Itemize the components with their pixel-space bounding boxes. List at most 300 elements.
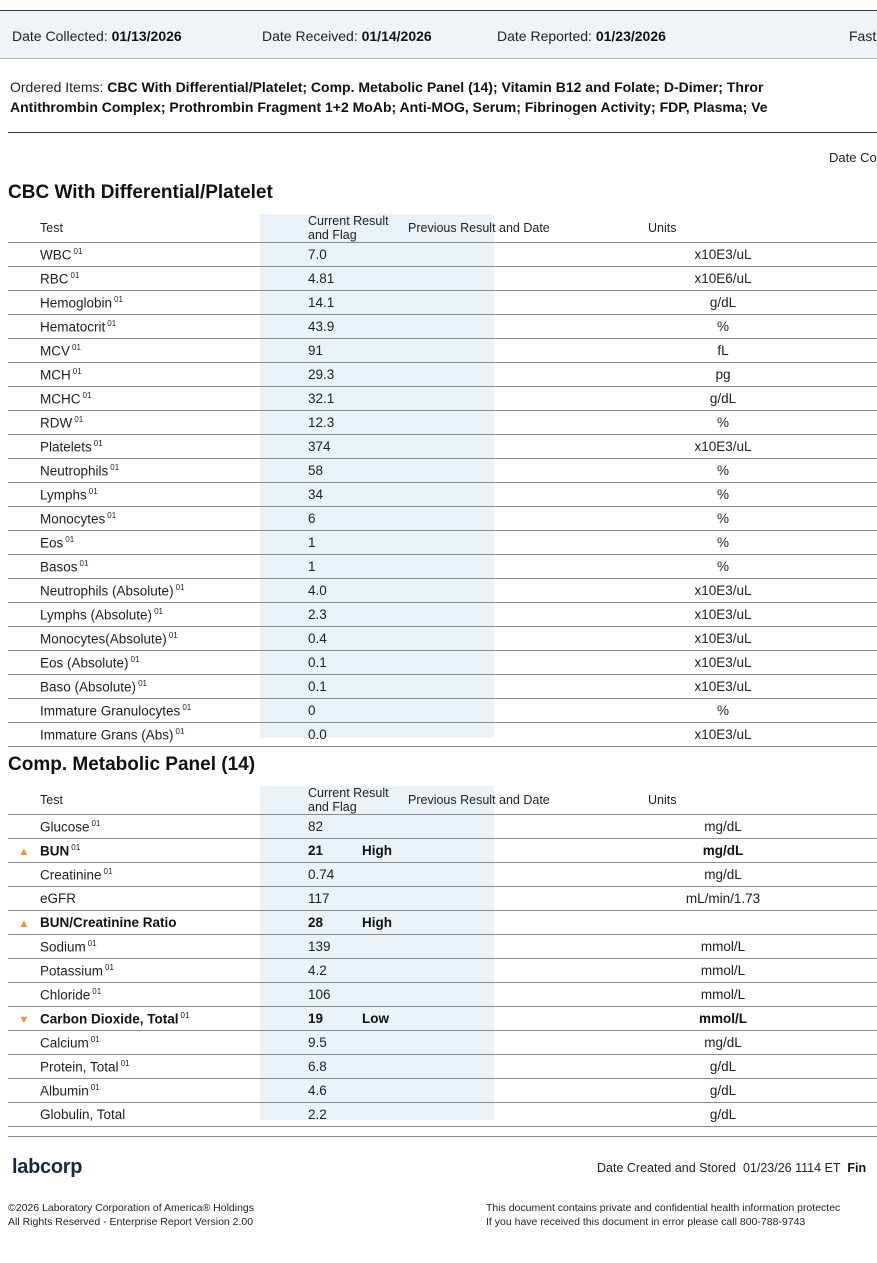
result-value: 1	[260, 555, 334, 579]
test-name-cell	[40, 435, 260, 459]
date-created-stored	[597, 1161, 866, 1175]
previous-result	[408, 839, 648, 863]
lab-reference: 01	[110, 462, 120, 472]
table-row	[8, 435, 877, 459]
table-row	[8, 555, 877, 579]
table-row	[8, 1007, 877, 1031]
date-received-label: Date Received:	[262, 28, 358, 44]
ordered-items	[10, 77, 768, 117]
table-row	[8, 983, 877, 1007]
units-value: x10E3/uL	[648, 723, 798, 747]
test-name: Sodium	[40, 939, 86, 955]
previous-result	[408, 1079, 648, 1103]
test-column-header: Test	[40, 221, 63, 235]
result-flag	[334, 839, 408, 863]
arrow-up-icon: ▲	[18, 918, 30, 930]
test-name: Platelets	[40, 439, 92, 455]
result-value: 0.0	[260, 723, 334, 747]
copyright-line-1: ©2026 Laboratory Corporation of America® Holdings	[8, 1202, 255, 1214]
result-flag	[334, 1007, 408, 1031]
result-value: 2.3	[260, 603, 334, 627]
fasting-label: Fast	[849, 28, 877, 44]
spacer-cell	[798, 483, 877, 507]
units-value: %	[648, 459, 798, 483]
test-name: Neutrophils (Absolute)	[40, 583, 174, 599]
result-flag	[334, 723, 408, 747]
lab-reference: 01	[93, 438, 103, 448]
result-value: 106	[260, 983, 334, 1007]
flag-indicator	[8, 651, 40, 675]
result-value: 0.1	[260, 651, 334, 675]
result-value: 6.8	[260, 1055, 334, 1079]
previous-result	[408, 983, 648, 1007]
result-flag	[334, 435, 408, 459]
spacer-cell	[798, 435, 877, 459]
footer-divider	[8, 1136, 877, 1137]
lab-reference: 01	[82, 390, 92, 400]
flag-indicator	[8, 815, 40, 839]
flag-indicator	[8, 723, 40, 747]
date-collected-label: Date Collected:	[12, 28, 108, 44]
spacer-cell	[798, 555, 877, 579]
test-name-cell	[40, 459, 260, 483]
table-row	[8, 699, 877, 723]
lab-reference: 01	[103, 866, 113, 876]
table-row	[8, 339, 877, 363]
result-column-header: Current Result and Flag	[308, 786, 389, 814]
units-value: %	[648, 315, 798, 339]
units-column-header: Units	[648, 221, 677, 235]
test-name: RBC	[40, 271, 69, 287]
test-name: eGFR	[40, 891, 77, 906]
flag-indicator	[8, 243, 40, 267]
units-value: g/dL	[648, 1103, 798, 1127]
previous-result	[408, 243, 648, 267]
units-value: mg/dL	[648, 1031, 798, 1055]
table-row	[8, 243, 877, 267]
result-value: 14.1	[260, 291, 334, 315]
arrow-down-icon: ▼	[18, 1014, 30, 1026]
result-flag	[334, 983, 408, 1007]
test-name-cell	[40, 839, 260, 863]
previous-result	[408, 267, 648, 291]
result-value: 43.9	[260, 315, 334, 339]
result-flag	[334, 675, 408, 699]
result-flag	[334, 651, 408, 675]
spacer-cell	[798, 1079, 877, 1103]
previous-result	[408, 911, 648, 935]
test-name-cell	[40, 627, 260, 651]
spacer-cell	[798, 267, 877, 291]
result-value: 4.6	[260, 1079, 334, 1103]
test-name: Immature Granulocytes	[40, 703, 181, 719]
lab-reference: 01	[79, 558, 89, 568]
spacer-cell	[798, 387, 877, 411]
units-value: x10E3/uL	[648, 603, 798, 627]
flag-indicator	[8, 387, 40, 411]
flag-indicator	[8, 267, 40, 291]
test-name: MCH	[40, 367, 71, 383]
test-name: Basos	[40, 559, 78, 575]
spacer-cell	[798, 911, 877, 935]
result-flag	[334, 815, 408, 839]
divider	[8, 132, 877, 133]
test-name: Creatinine	[40, 867, 102, 883]
table-row	[8, 839, 877, 863]
spacer-cell	[798, 1007, 877, 1031]
spacer-cell	[798, 627, 877, 651]
result-flag	[334, 863, 408, 887]
result-flag	[334, 459, 408, 483]
flag-indicator	[8, 699, 40, 723]
flag-text: High	[362, 843, 392, 858]
previous-result	[408, 483, 648, 507]
lab-reference: 01	[90, 1082, 100, 1092]
test-name: Calcium	[40, 1035, 89, 1051]
indicator-header	[8, 786, 40, 815]
test-name: Carbon Dioxide, Total	[40, 1011, 179, 1027]
spacer-cell	[798, 243, 877, 267]
result-flag	[334, 579, 408, 603]
result-value: 4.81	[260, 267, 334, 291]
result-flag	[334, 887, 408, 911]
lab-reference: 01	[175, 582, 185, 592]
test-name-cell	[40, 723, 260, 747]
previous-result	[408, 1055, 648, 1079]
spacer-cell	[798, 839, 877, 863]
previous-result	[408, 435, 648, 459]
test-name-cell	[40, 1103, 260, 1127]
table-row	[8, 1031, 877, 1055]
previous-result	[408, 387, 648, 411]
units-value: mmol/L	[648, 983, 798, 1007]
test-name-cell	[40, 483, 260, 507]
units-value: mmol/L	[648, 1007, 798, 1031]
test-name-cell	[40, 1055, 260, 1079]
previous-result	[408, 651, 648, 675]
table-row	[8, 507, 877, 531]
spacer-cell	[798, 507, 877, 531]
lab-reference: 01	[130, 654, 140, 664]
flag-indicator	[8, 555, 40, 579]
lab-reference: 01	[175, 726, 185, 736]
result-value: 4.2	[260, 959, 334, 983]
result-value: 12.3	[260, 411, 334, 435]
spacer-cell	[798, 699, 877, 723]
result-flag	[334, 1055, 408, 1079]
spacer-cell	[798, 579, 877, 603]
test-name-cell	[40, 531, 260, 555]
result-value: 19	[260, 1007, 334, 1031]
table-row	[8, 627, 877, 651]
result-value: 2.2	[260, 1103, 334, 1127]
previous-result	[408, 363, 648, 387]
spacer-cell	[798, 675, 877, 699]
test-name: BUN/Creatinine Ratio	[40, 915, 177, 930]
result-flag	[334, 507, 408, 531]
flag-indicator	[8, 531, 40, 555]
table-row	[8, 1103, 877, 1127]
units-value: x10E3/uL	[648, 651, 798, 675]
previous-result	[408, 1007, 648, 1031]
date-received	[262, 28, 432, 44]
flag-indicator	[8, 959, 40, 983]
units-value: g/dL	[648, 291, 798, 315]
test-name-cell	[40, 911, 260, 935]
spacer-cell	[798, 935, 877, 959]
result-flag	[334, 1079, 408, 1103]
test-name-cell	[40, 1079, 260, 1103]
spacer-cell	[798, 1055, 877, 1079]
units-value: mL/min/1.73	[648, 887, 798, 911]
table-row	[8, 363, 877, 387]
previous-result	[408, 1103, 648, 1127]
previous-result	[408, 675, 648, 699]
test-name: Lymphs (Absolute)	[40, 607, 153, 623]
table-row	[8, 887, 877, 911]
test-name-cell	[40, 863, 260, 887]
result-value: 9.5	[260, 1031, 334, 1055]
units-value: %	[648, 555, 798, 579]
labcorp-logo: labcorp	[12, 1156, 83, 1178]
test-name: MCHC	[40, 391, 81, 407]
test-name-cell	[40, 387, 260, 411]
result-flag	[334, 291, 408, 315]
result-flag	[334, 387, 408, 411]
flag-indicator	[8, 435, 40, 459]
test-name-cell	[40, 555, 260, 579]
result-flag	[334, 699, 408, 723]
lab-reference: 01	[91, 818, 101, 828]
result-value: 91	[260, 339, 334, 363]
test-name: Potassium	[40, 963, 104, 979]
lab-reference: 01	[114, 294, 123, 304]
units-value: mg/dL	[648, 863, 798, 887]
flag-indicator	[8, 911, 40, 935]
table-row	[8, 723, 877, 747]
previous-result	[408, 723, 648, 747]
spacer-cell	[798, 723, 877, 747]
test-name-cell	[40, 507, 260, 531]
spacer-cell	[798, 531, 877, 555]
units-value: %	[648, 699, 798, 723]
lab-reference: 01	[154, 606, 163, 616]
table-row	[8, 291, 877, 315]
cbc-results-table	[8, 214, 877, 747]
flag-indicator	[8, 1031, 40, 1055]
result-flag	[334, 959, 408, 983]
report-header-band	[0, 10, 877, 59]
spacer-header	[798, 786, 877, 815]
result-flag	[334, 627, 408, 651]
test-name-cell	[40, 983, 260, 1007]
table-row	[8, 911, 877, 935]
test-name: WBC	[40, 247, 72, 263]
previous-result	[408, 863, 648, 887]
spacer-cell	[798, 363, 877, 387]
test-name-cell	[40, 339, 260, 363]
spacer-cell	[798, 459, 877, 483]
units-value: x10E3/uL	[648, 435, 798, 459]
date-collected	[12, 28, 182, 44]
table-row	[8, 1055, 877, 1079]
result-value: 21	[260, 839, 334, 863]
units-value: x10E3/uL	[648, 243, 798, 267]
notice-line-1: This document contains private and confidential health information protectec	[486, 1202, 841, 1214]
result-flag	[334, 1031, 408, 1055]
lab-reference: 01	[65, 534, 75, 544]
units-value: x10E3/uL	[648, 579, 798, 603]
cbc-section-title: CBC With Differential/Platelet	[8, 182, 273, 203]
spacer-cell	[798, 887, 877, 911]
lab-reference: 01	[138, 678, 147, 688]
result-value: 0	[260, 699, 334, 723]
test-name-cell	[40, 603, 260, 627]
notice-line-2: If you have received this document in error please call 800-788-9743	[486, 1216, 806, 1228]
result-value: 0.1	[260, 675, 334, 699]
test-name-cell	[40, 935, 260, 959]
previous-result	[408, 603, 648, 627]
previous-result	[408, 815, 648, 839]
flag-indicator	[8, 983, 40, 1007]
spacer-cell	[798, 863, 877, 887]
flag-text: High	[362, 915, 392, 930]
spacer-cell	[798, 603, 877, 627]
result-flag	[334, 363, 408, 387]
flag-indicator	[8, 291, 40, 315]
spacer-cell	[798, 291, 877, 315]
units-value: mmol/L	[648, 935, 798, 959]
table-header-row	[8, 214, 877, 243]
result-value: 29.3	[260, 363, 334, 387]
test-name: Hematocrit	[40, 319, 106, 335]
confidentiality-notice	[486, 1201, 840, 1229]
test-name: Monocytes(Absolute)	[40, 631, 167, 647]
units-value: mg/dL	[648, 839, 798, 863]
lab-reference: 01	[72, 342, 81, 352]
table-row	[8, 935, 877, 959]
result-flag	[334, 911, 408, 935]
test-name: Hemoglobin	[40, 295, 113, 311]
flag-indicator	[8, 507, 40, 531]
test-name: Protein, Total	[40, 1059, 119, 1075]
spacer-cell	[798, 651, 877, 675]
result-value: 58	[260, 459, 334, 483]
date-reported-label: Date Reported:	[497, 28, 592, 44]
result-flag	[334, 243, 408, 267]
result-flag	[334, 935, 408, 959]
flag-indicator	[8, 1103, 40, 1127]
result-flag	[334, 315, 408, 339]
date-reported-value: 01/23/2026	[595, 28, 666, 44]
result-value: 6	[260, 507, 334, 531]
table-row	[8, 531, 877, 555]
result-value: 82	[260, 815, 334, 839]
lab-reference: 01	[180, 1010, 190, 1020]
flag-indicator	[8, 603, 40, 627]
table-row	[8, 651, 877, 675]
units-value: x10E6/uL	[648, 267, 798, 291]
units-value	[648, 911, 798, 935]
test-name: Baso (Absolute)	[40, 679, 137, 695]
test-name-cell	[40, 651, 260, 675]
previous-result	[408, 459, 648, 483]
table-row	[8, 579, 877, 603]
previous-result	[408, 627, 648, 651]
table-row	[8, 267, 877, 291]
result-flag	[334, 555, 408, 579]
arrow-up-icon: ▲	[18, 846, 30, 858]
result-value: 4.0	[260, 579, 334, 603]
units-value: %	[648, 483, 798, 507]
test-column-header: Test	[40, 793, 63, 807]
units-value: %	[648, 531, 798, 555]
cmp-results-table	[8, 786, 877, 1127]
spacer-header	[798, 214, 877, 243]
final-status-label: Fin	[847, 1161, 867, 1175]
flag-text: Low	[362, 1011, 389, 1026]
flag-indicator	[8, 839, 40, 863]
previous-result	[408, 531, 648, 555]
result-flag	[334, 411, 408, 435]
test-name: Monocytes	[40, 511, 106, 527]
cmp-section-title: Comp. Metabolic Panel (14)	[8, 754, 256, 775]
flag-indicator	[8, 887, 40, 911]
copyright-notice	[8, 1201, 254, 1229]
test-name-cell	[40, 1007, 260, 1031]
lab-reference: 01	[71, 842, 81, 852]
spacer-cell	[798, 1031, 877, 1055]
flag-indicator	[8, 1079, 40, 1103]
units-value: pg	[648, 363, 798, 387]
lab-reference: 01	[74, 414, 84, 424]
result-value: 139	[260, 935, 334, 959]
spacer-cell	[798, 411, 877, 435]
previous-result	[408, 1031, 648, 1055]
previous-result	[408, 411, 648, 435]
units-value: fL	[648, 339, 798, 363]
units-value: g/dL	[648, 1079, 798, 1103]
flag-indicator	[8, 863, 40, 887]
copyright-line-2: All Rights Reserved - Enterprise Report Version 2.00	[8, 1216, 254, 1228]
units-column-header: Units	[648, 793, 677, 807]
test-name: Albumin	[40, 1083, 89, 1099]
date-collected-value: 01/13/2026	[111, 28, 182, 44]
test-name-cell	[40, 411, 260, 435]
test-name-cell	[40, 291, 260, 315]
flag-indicator	[8, 1007, 40, 1031]
table-row	[8, 863, 877, 887]
table-row	[8, 483, 877, 507]
previous-column-header: Previous Result and Date	[408, 221, 550, 235]
test-name: Eos (Absolute)	[40, 655, 129, 671]
lab-reference: 01	[107, 510, 117, 520]
date-created-label: Date Created and Stored	[597, 1161, 736, 1175]
previous-result	[408, 959, 648, 983]
table-row	[8, 411, 877, 435]
units-value: mmol/L	[648, 959, 798, 983]
date-created-value: 01/23/26 1114 ET	[742, 1161, 841, 1175]
result-flag	[334, 1103, 408, 1127]
result-value: 0.74	[260, 863, 334, 887]
result-value: 1	[260, 531, 334, 555]
test-name-cell	[40, 579, 260, 603]
result-column-header: Current Result and Flag	[308, 214, 389, 242]
spacer-cell	[798, 315, 877, 339]
lab-reference: 01	[107, 318, 117, 328]
test-name: Globulin, Total	[40, 1107, 126, 1122]
flag-indicator	[8, 363, 40, 387]
